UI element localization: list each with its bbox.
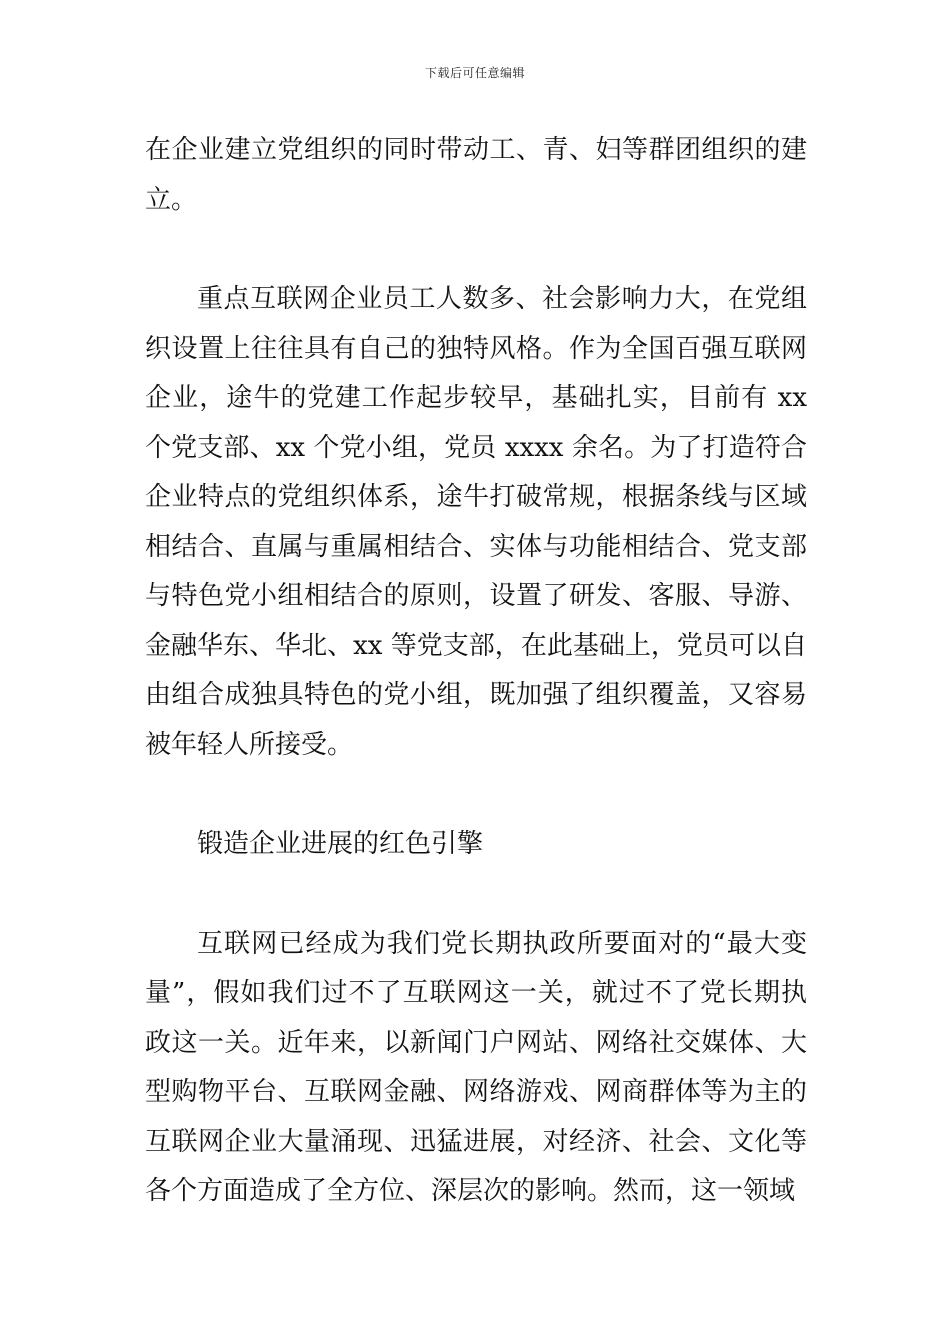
page-header: 下载后可任意编辑	[424, 66, 525, 80]
paragraph-1: 在企业建立党组织的同时带动工、青、妇等群团组织的建立。	[145, 135, 807, 215]
paragraph-2: 重点互联网企业员工人数多、社会影响力大，在党组织设置上往往具有自己的独特风格。作为全国百强互联网企业，途牛的党建工作起步较早，基础扎实，目前有 xx 个党支部、xx 个党小组，党员 xxxx 余名。为了打造符合企业特点的党组织体系，途牛打破常规，根据条线与区域相结合、直属与重属相结合、实体与功能相结合、党支部与特色党小组相结合的原则，设置了研发、客服、导游、金融华东、华北、xx 等党支部，在此基础上，党员可以自由组合成独具特色的党小组，既加强了组织覆盖，又容易被年轻人所接受。	[145, 284, 807, 760]
paragraph-3: 互联网已经成为我们党长期执政所要面对的“最大变量”，假如我们过不了互联网这一关，就过不了党长期执政这一关。近年来，以新闻门户网站、网络社交媒体、大型购物平台、互联网金融、网络游戏、网商群体等为主的互联网企业大量涌现、迅猛进展，对经济、社会、文化等各个方面造成了全方位、深层次的影响。然而，这一领域	[145, 928, 807, 1206]
document-body	[145, 126, 807, 1217]
paragraph-gap	[145, 770, 807, 820]
paragraph-gap	[145, 870, 807, 920]
section-heading: 锻造企业进展的红色引擎	[197, 829, 484, 859]
paragraph-gap	[145, 225, 807, 275]
